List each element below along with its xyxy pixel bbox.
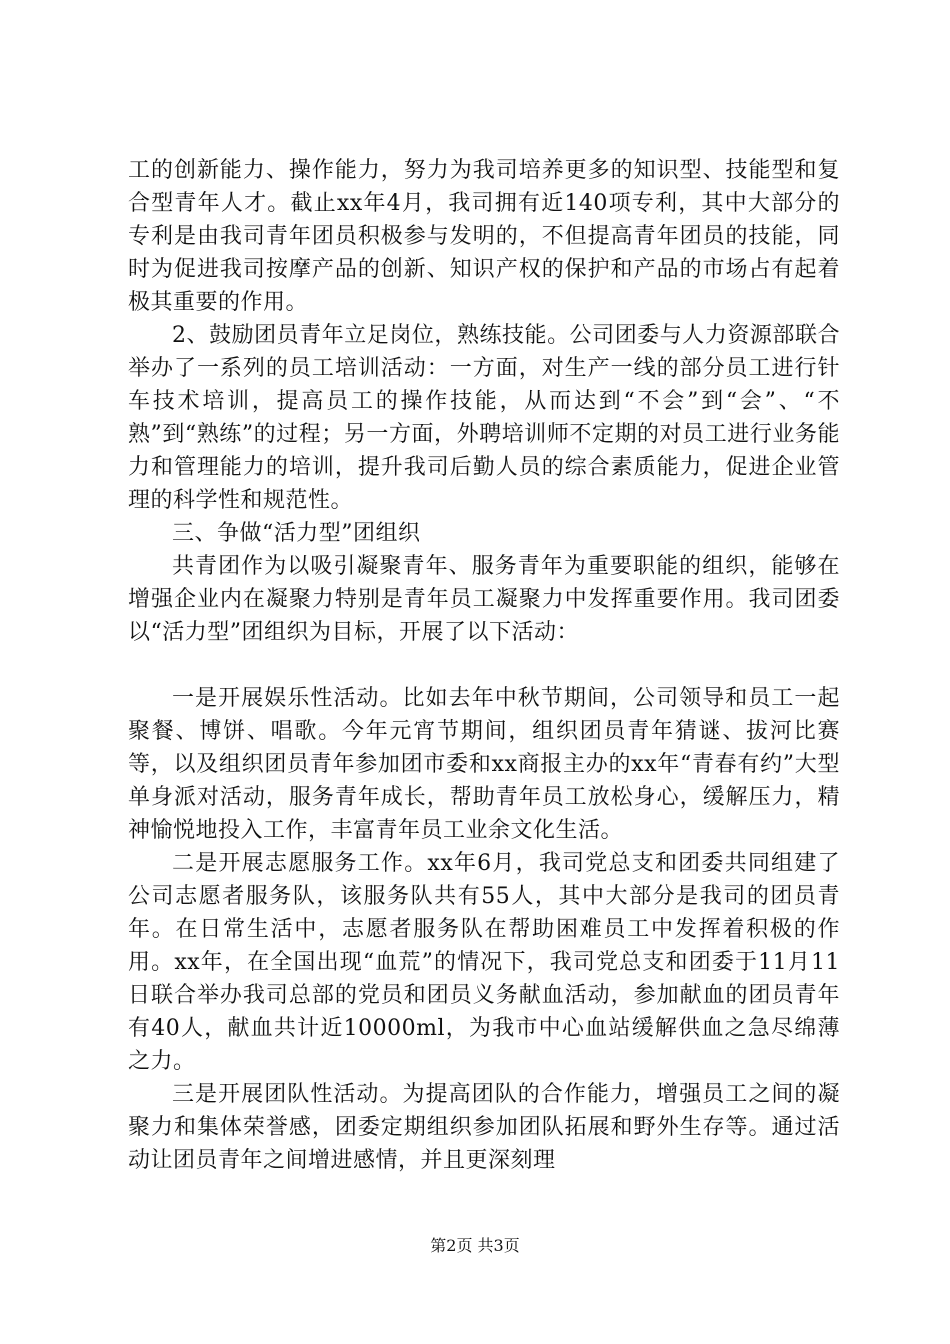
paragraph-volunteer-service: 二是开展志愿服务工作。xx年6月，我司党总支和团委共同组建了公司志愿者服务队，该服务队共有55人，其中大部分是我司的团员青年。在日常生活中，志愿者服务队在帮助困难员工中发挥着积极的作用。xx年，在全国出现“血荒”的情况下，我司党总支和团委于11月11日联合举办我司总部的党员和团员义务献血活动，参加献血的团员青年有40人，献血共计近10000ml，为我市中心血站缓解供血之急尽绵薄之力。 <box>128 851 840 1074</box>
blank-line <box>128 649 840 682</box>
paragraph-youth-league-role: 共青团作为以吸引凝聚青年、服务青年为重要职能的组织，能够在增强企业内在凝聚力特别是青年员工凝聚力中发挥重要作用。我司团委以“活力型”团组织为目标，开展了以下活动： <box>128 554 840 645</box>
section-heading-vitality: 三、争做“活力型”团组织 <box>172 521 421 546</box>
page-number-footer: 第2页 共3页 <box>430 1236 520 1255</box>
paragraph-skill-training: 2、鼓励团员青年立足岗位，熟练技能。公司团委与人力资源部联合举办了一系列的员工培训活动：一方面，对生产一线的部分员工进行针车技术培训，提高员工的操作技能，从而达到“不会”到“会”、“不熟”到“熟练”的过程；另一方面，外聘培训师不定期的对员工进行业务能力和管理能力的培训，提升我司后勤人员的综合素质能力，促进企业管理的科学性和规范性。 <box>128 323 840 513</box>
paragraph-team-activities: 三是开展团队性活动。为提高团队的合作能力，增强员工之间的凝聚力和集体荣誉感，团委定期组织参加团队拓展和野外生存等。通过活动让团员青年之间增进感情，并且更深刻理 <box>128 1082 840 1173</box>
paragraph-innovation-continuation: 工的创新能力、操作能力，努力为我司培养更多的知识型、技能型和复合型青年人才。截止xx年4月，我司拥有近140项专利，其中大部分的专利是由我司青年团员积极参与发明的，不但提高青年团员的技能，同时为促进我司按摩产品的创新、知识产权的保护和产品的市场占有起着极其重要的作用。 <box>128 158 840 315</box>
document-body <box>128 154 840 1177</box>
paragraph-entertainment-activities: 一是开展娱乐性活动。比如去年中秋节期间，公司领导和员工一起聚餐、博饼、唱歌。今年元宵节期间，组织团员青年猜谜、拔河比赛等，以及组织团员青年参加团市委和xx商报主办的xx年“青春有约”大型单身派对活动，服务青年成长，帮助青年员工放松身心，缓解压力，精神愉悦地投入工作，丰富青年员工业余文化生活。 <box>128 686 840 843</box>
